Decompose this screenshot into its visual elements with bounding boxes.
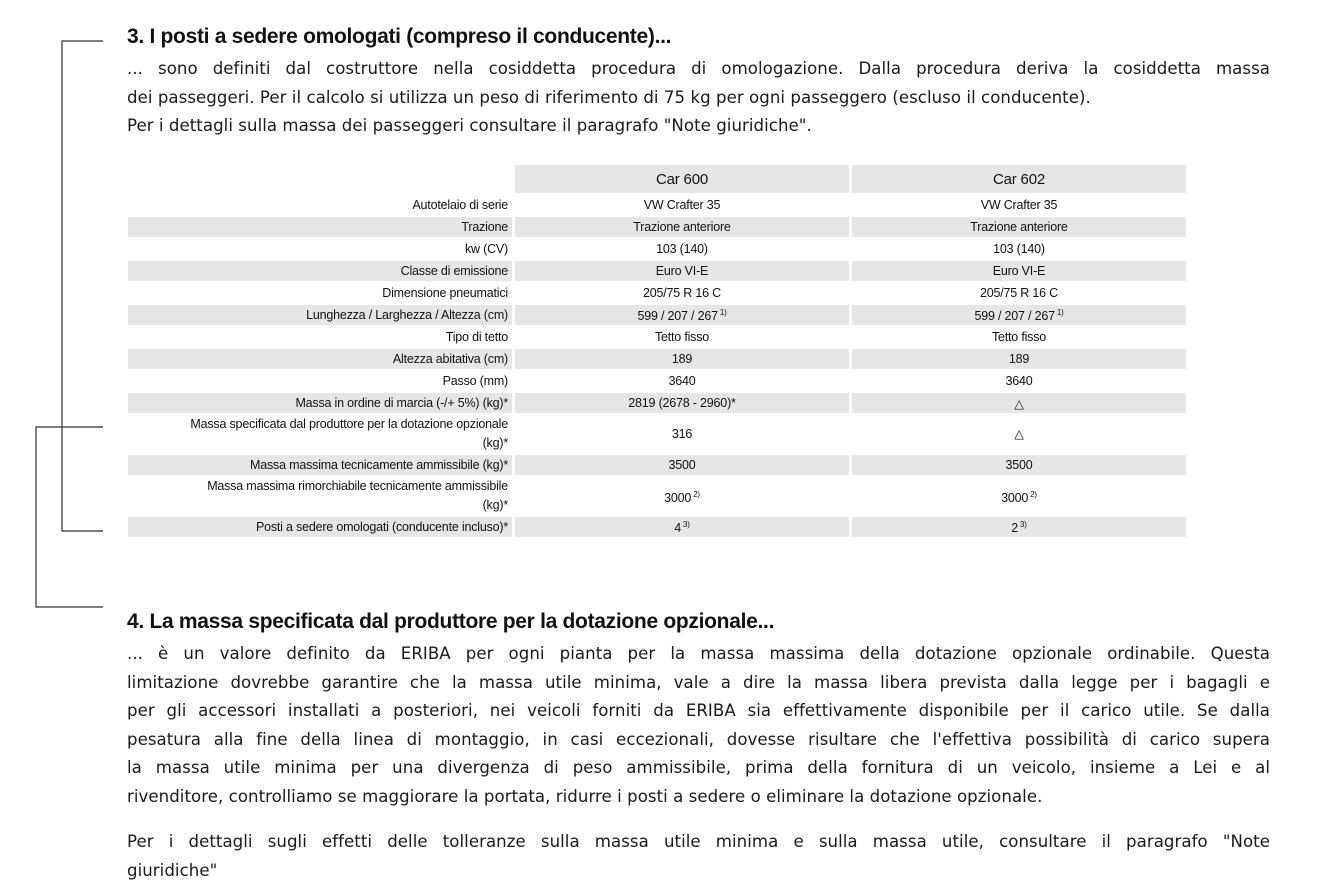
column-header-car-602: Car 602: [852, 165, 1186, 193]
table-row: [128, 305, 1186, 325]
row-label-line: (kg)*: [482, 436, 508, 450]
cell-car-602: [852, 305, 1186, 325]
row-label-line: Massa specificata dal produttore per la dotazione opzionale: [190, 417, 508, 431]
cell-car-602: [852, 415, 1186, 453]
row-label: Lunghezza / Larghezza / Altezza (cm): [128, 305, 512, 325]
row-label: Massa in ordine di marcia (-/+ 5%) (kg)*: [128, 393, 512, 413]
cell-car-602: Trazione anteriore: [852, 217, 1186, 237]
row-label: [128, 477, 512, 515]
footnote-marker: 2): [693, 489, 700, 499]
cell-car-600: [515, 517, 849, 537]
cell-car-600: Euro VI-E: [515, 261, 849, 281]
cell-car-602: Tetto fisso: [991, 330, 1047, 344]
bracket-section4: [36, 427, 103, 607]
footnote-marker: 1): [719, 307, 727, 317]
section4-line: rivenditore, controlliamo se maggiorare la portata, ridurre i posti a sedere o eliminare la dotazione opzionale.: [127, 786, 1043, 806]
table-row: [128, 261, 1186, 281]
section3-line: ... sono definiti dal costruttore nella cosiddetta procedura di omologazione. Dalla procedura deriva la cosiddetta massa: [127, 59, 1270, 78]
table-row: [128, 393, 1186, 413]
footnote-marker: 2): [1030, 489, 1037, 499]
table-corner: [128, 165, 512, 193]
cell-value: 3000: [664, 490, 692, 505]
row-label-line: (kg)*: [482, 498, 508, 512]
cell-car-602: VW Crafter 35: [980, 198, 1058, 212]
cell-car-602: 103 (140): [993, 242, 1045, 256]
section4-paragraph: [127, 640, 1270, 811]
cell-car-600: [515, 477, 849, 515]
cell-car-602: [852, 393, 1186, 413]
section4-line: la massa utile minima per una divergenza di peso ammissibile, prima della fornitura di un veicolo, insieme a Lei e al: [127, 758, 1270, 777]
row-label-line: Massa massima rimorchiabile tecnicamente ammissibile: [207, 479, 508, 493]
table-row: [128, 517, 1186, 537]
row-label: Massa massima tecnicamente ammissibile (kg)*: [128, 455, 512, 475]
row-label: [128, 415, 512, 453]
footnote-marker: 1): [1056, 307, 1064, 317]
section4-line: limitazione dovrebbe garantire che la massa utile minima, vale a dire la massa libera prevista dalla legge per i bagagli e: [127, 672, 1270, 692]
table-row: [128, 477, 1186, 515]
row-label: Dimensione pneumatici: [382, 286, 508, 300]
cell-car-600: 2819 (2678 - 2960)*: [515, 393, 849, 413]
section4-line: pesatura alla fine della linea di montaggio, in casi eccezionali, dovesse risultare che l'effettiva possibilità di carico supera: [127, 729, 1270, 749]
cell-value: 3000: [1001, 490, 1029, 505]
row-label: Passo (mm): [442, 374, 508, 388]
cell-value: 2: [1011, 520, 1019, 535]
cell-car-600: Tetto fisso: [654, 330, 710, 344]
table-row: [128, 217, 1186, 237]
section4-note-line: Per i dettagli sugli effetti delle tolleranze sulla massa utile minima e sulla massa utile, consultare il paragrafo "Note: [127, 832, 1270, 851]
row-label: Tipo di tetto: [445, 330, 508, 344]
cell-car-600: 205/75 R 16 C: [642, 286, 721, 300]
cell-car-602: 3640: [1005, 374, 1033, 388]
table-row: [128, 239, 1186, 259]
footnote-marker: 3): [1020, 519, 1027, 529]
cell-car-600: Trazione anteriore: [515, 217, 849, 237]
triangle-icon: △: [1014, 396, 1024, 411]
row-label: Trazione: [128, 217, 512, 237]
bracket-connectors: [0, 0, 130, 895]
table-row: [128, 415, 1186, 453]
table-row: [128, 371, 1186, 391]
table-row: [128, 195, 1186, 215]
cell-car-600: 189: [515, 349, 849, 369]
row-label: Altezza abitativa (cm): [128, 349, 512, 369]
section4-note: [127, 828, 1270, 885]
section3-line: Per i dettagli sulla massa dei passeggeri consultare il paragrafo "Note giuridiche".: [127, 116, 812, 135]
section4-line: ... è un valore definito da ERIBA per ogni pianta per la massa massima della dotazione opzionale ordinabile. Questa: [127, 644, 1270, 663]
section3-heading: 3. I posti a sedere omologati (compreso il conducente)...: [127, 25, 672, 48]
cell-car-602: Euro VI-E: [852, 261, 1186, 281]
section4-heading: 4. La massa specificata dal produttore per la dotazione opzionale...: [127, 610, 775, 633]
section3-paragraph: [127, 55, 1270, 141]
cell-value: 599 / 207 / 267: [974, 308, 1055, 323]
cell-car-602: 189: [852, 349, 1186, 369]
cell-car-600: 316: [671, 426, 693, 441]
vehicle-spec-table: [125, 163, 1189, 539]
bracket-section3: [62, 41, 103, 531]
cell-car-600: 103 (140): [656, 242, 708, 256]
cell-value: 599 / 207 / 267: [637, 308, 718, 323]
footnote-marker: 3): [683, 519, 690, 529]
cell-car-602: 3500: [852, 455, 1186, 475]
cell-car-602: 205/75 R 16 C: [979, 286, 1058, 300]
cell-car-600: 3640: [668, 374, 696, 388]
column-header-car-600: Car 600: [515, 165, 849, 193]
cell-car-602: [852, 517, 1186, 537]
table-row: [128, 349, 1186, 369]
row-label: Autotelaio di serie: [412, 198, 508, 212]
table-row: [128, 283, 1186, 303]
cell-car-602: [852, 477, 1186, 515]
section4-note-line: giuridiche": [127, 860, 218, 880]
cell-car-600: [515, 305, 849, 325]
triangle-icon: △: [1014, 426, 1024, 441]
cell-car-600: VW Crafter 35: [643, 198, 721, 212]
table-row: [128, 327, 1186, 347]
row-label: Classe di emissione: [128, 261, 512, 281]
section3-line: dei passeggeri. Per il calcolo si utilizza un peso di riferimento di 75 kg per ogni passeggero (escluso il conducente).: [127, 87, 1091, 107]
cell-car-600: 3500: [515, 455, 849, 475]
table-row: [128, 455, 1186, 475]
section4-line: per gli accessori installati a posteriori, nei veicoli forniti da ERIBA sia effettivamente disponibile per il carico utile. Se dalla: [127, 701, 1270, 720]
row-label: kw (CV): [464, 242, 508, 256]
row-label: Posti a sedere omologati (conducente incluso)*: [128, 517, 512, 537]
cell-value: 4: [674, 520, 682, 535]
